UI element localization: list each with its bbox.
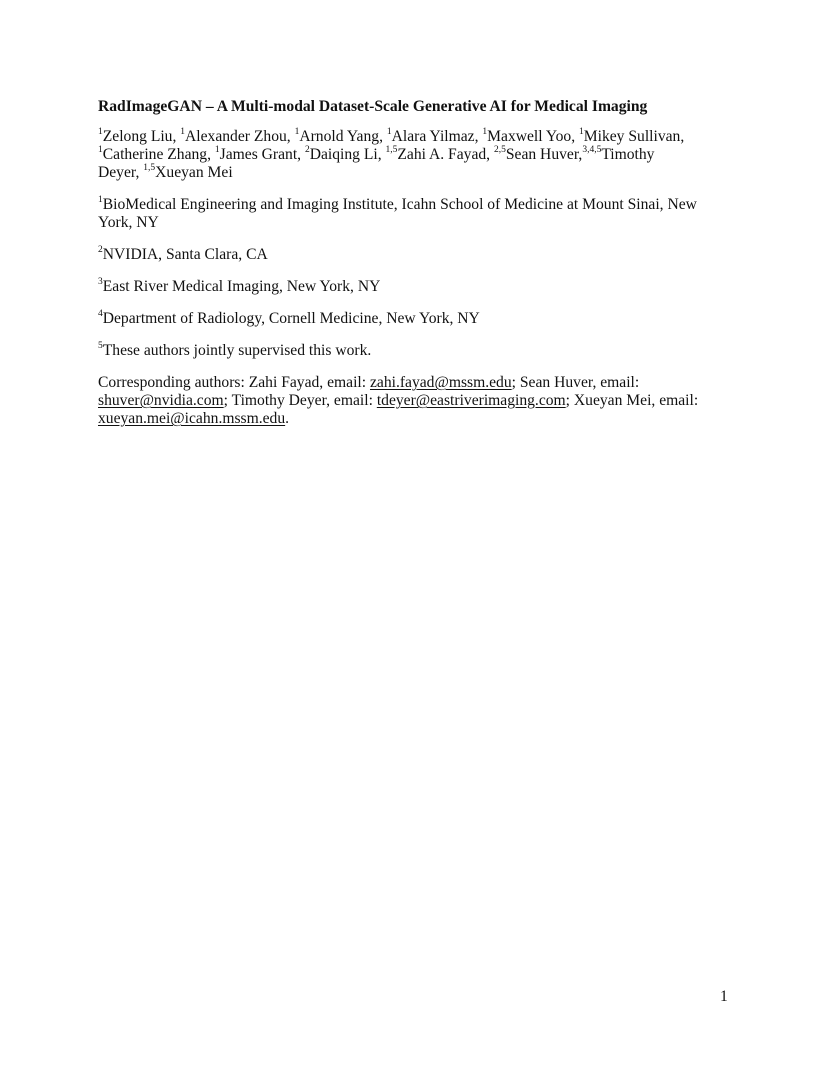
author-affiliation-mark: 2 (304, 144, 310, 155)
author-name: Zelong Liu (102, 128, 173, 145)
corresponding-text: ; Sean Huver, email: (511, 374, 640, 391)
author (305, 146, 378, 163)
email-link-huver[interactable]: shuver@nvidia.com (98, 392, 224, 409)
author-name: Xueyan Mei (155, 164, 233, 181)
author-separator: , (172, 128, 181, 145)
affiliation-mark: 2 (98, 244, 103, 255)
author (215, 146, 297, 163)
email-link-mei[interactable]: xueyan.mei@icahn.mssm.edu (98, 410, 286, 427)
affiliation-mark: 4 (98, 308, 103, 319)
affiliation (98, 310, 728, 328)
affiliation-text: BioMedical Engineering and Imaging Institute, Icahn School of Medicine at Mount Sinai, New York, NY (98, 196, 697, 231)
affiliation-mark: 1 (98, 194, 103, 205)
author-separator: , (578, 146, 583, 163)
affiliation-text: Department of Radiology, Cornell Medicine, New York, NY (102, 310, 480, 327)
author-affiliation-mark: 1 (579, 126, 584, 137)
author-name: Mikey Sullivan (583, 128, 681, 145)
author-separator: , (377, 146, 386, 163)
author-list (98, 128, 728, 182)
corresponding-authors (98, 374, 728, 428)
author-name: Sean Huver (505, 146, 579, 163)
author (482, 128, 571, 145)
author (386, 146, 487, 163)
author-affiliation-mark: 1 (214, 144, 220, 155)
front-matter (98, 98, 728, 442)
author-name: Catherine Zhang (102, 146, 208, 163)
author-name: James Grant (219, 146, 298, 163)
author (387, 128, 475, 145)
author (295, 128, 379, 145)
author-affiliation-mark: 2,5 (493, 144, 506, 155)
author-affiliation-mark: 3,4,5 (582, 144, 602, 155)
corresponding-text: ; Xueyan Mei, email: (565, 392, 699, 409)
author-affiliation-mark: 1 (482, 126, 488, 137)
author-name: Arnold Yang (299, 128, 380, 145)
note-text: These authors jointly supervised this work. (102, 342, 372, 359)
author (494, 146, 578, 163)
author-separator: , (135, 164, 144, 181)
author (98, 146, 207, 163)
joint-supervision-note (98, 342, 728, 360)
author-name: Alexander Zhou (185, 128, 287, 145)
corresponding-lead: Corresponding authors: Zahi Fayad, email: (98, 374, 370, 391)
author-affiliation-mark: 1 (98, 144, 103, 155)
author (143, 164, 232, 181)
author-affiliation-mark: 1 (294, 126, 300, 137)
affiliation-mark: 3 (98, 276, 103, 287)
author-affiliation-mark: 1 (386, 126, 392, 137)
affiliation (98, 196, 728, 232)
affiliation (98, 246, 728, 264)
author-separator: , (571, 128, 579, 145)
author-affiliation-mark: 1 (180, 126, 186, 137)
author (579, 128, 680, 145)
author (98, 128, 172, 145)
corresponding-end: . (285, 410, 290, 427)
author-affiliation-mark: 1 (98, 126, 103, 137)
author-separator: , (486, 146, 494, 163)
affiliation (98, 278, 728, 296)
author-name: Zahi A. Fayad (397, 146, 487, 163)
author-affiliation-mark: 1,5 (143, 162, 156, 173)
corresponding-text: ; Timothy Deyer, email: (223, 392, 377, 409)
affiliation-text: East River Medical Imaging, New York, NY (102, 278, 381, 295)
author (180, 128, 287, 145)
paper-title: RadImageGAN – A Multi-modal Dataset-Scale Generative AI for Medical Imaging (98, 98, 648, 115)
author-affiliation-mark: 1,5 (385, 144, 398, 155)
affiliation-mark: 5 (98, 340, 103, 351)
affiliation-text: NVIDIA, Santa Clara, CA (102, 246, 268, 263)
author-separator: , (286, 128, 295, 145)
author-separator: , (474, 128, 483, 145)
author-name: Daiqing Li (309, 146, 378, 163)
email-link-fayad[interactable]: zahi.fayad@mssm.edu (369, 374, 512, 391)
email-link-deyer[interactable]: tdeyer@eastriverimaging.com (376, 392, 566, 409)
author-separator: , (379, 128, 387, 145)
author-name: Timothy Deyer (98, 146, 655, 181)
author-name: Maxwell Yoo (487, 128, 572, 145)
page-number: 1 (720, 988, 728, 1005)
author-separator: , (297, 146, 305, 163)
author-separator: , (207, 146, 215, 163)
author-separator: , (680, 128, 685, 145)
author-name: Alara Yilmaz (391, 128, 475, 145)
